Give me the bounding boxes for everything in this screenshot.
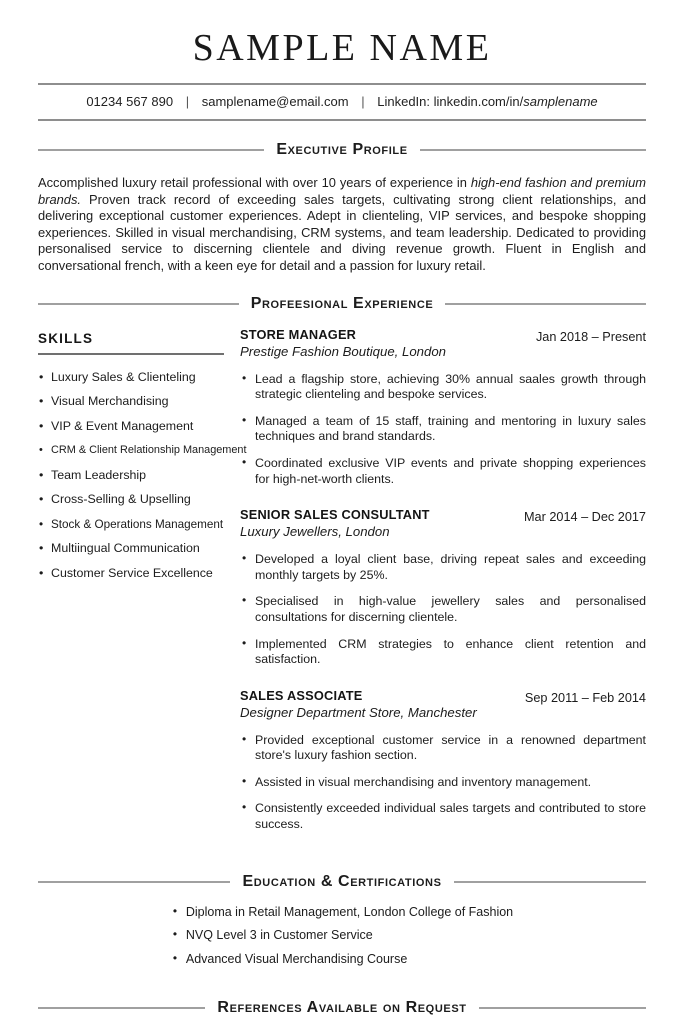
skill-item: • Cross-Selling & Upselling <box>38 493 224 506</box>
heading-rule-left <box>38 1007 205 1009</box>
profile-text: Accomplished luxury retail professional with over 10 years of experience in <box>38 175 471 190</box>
job-title-block <box>240 507 430 539</box>
job-bullet-list <box>240 733 646 833</box>
skill-item: • VIP & Event Management <box>38 420 224 433</box>
job-bullet-list <box>240 552 646 668</box>
profile-paragraph <box>38 175 646 275</box>
job-dates: Mar 2014 – Dec 2017 <box>523 510 646 525</box>
skill-item: • Luxury Sales & Clienteling <box>38 371 224 384</box>
section-title: References Available on Request <box>217 999 467 1017</box>
section-heading-education <box>38 873 646 891</box>
job-store-manager <box>240 327 646 488</box>
skill-item: • CRM & Client Relationship Management <box>38 444 224 457</box>
bullet-item: • Provided exceptional customer service in a renowned department store's luxury fashion section. <box>240 733 646 764</box>
section-title: Education & Certifications <box>242 872 442 890</box>
section-heading-references <box>38 999 646 1017</box>
section-heading-executive-profile <box>38 141 646 159</box>
linkedin-username: samplename <box>523 94 598 109</box>
bullet-item: • Consistently exceeded individual sales targets and contributed to store success. <box>240 801 646 832</box>
skill-item: • Stock & Operations Management <box>38 518 224 531</box>
profile-text: Proven track record of exceeding sales targets, cultivating strong client relationships, and delivering exceptional customer experiences. Adept in clienteling, VIP services, and bespoke shopping experiences. Skilled in visual merchandising, CRM systems, and team leadership. Dedicated to providing personalised service to discerning clientele and diving revenue growth. Fluent in English and conversational french, with a keen eye for detail and a passion for luxury retail. <box>38 191 646 273</box>
linkedin-url: linkedin.com/in/ <box>433 94 524 109</box>
bullet-item: • Lead a flagship store, achieving 30% annual saales growth through strategic clienteling and bespoke services. <box>240 372 646 403</box>
job-company: Prestige Fashion Boutique, London <box>240 343 447 359</box>
contact-bar <box>38 83 646 121</box>
job-title-block <box>240 688 477 720</box>
skill-item: • Multiingual Communication <box>38 542 224 555</box>
skill-item: • Team Leadership <box>38 469 224 482</box>
bullet-item: • Coordinated exclusive VIP events and private shopping experiences for high-net-worth clients. <box>240 456 646 487</box>
education-item: • NVQ Level 3 in Customer Service <box>171 928 513 942</box>
bullet-item: • Assisted in visual merchandising and inventory management. <box>240 775 646 791</box>
job-title: SALES ASSOCIATE <box>240 687 363 703</box>
skills-column <box>38 327 247 853</box>
job-title-block <box>240 327 446 359</box>
email-address: samplename@email.com <box>201 94 349 109</box>
job-title: SENIOR SALES CONSULTANT <box>240 507 430 523</box>
skills-heading: SKILLS <box>38 331 224 355</box>
skills-list <box>38 369 247 580</box>
bullet-item: • Specialised in high-value jewellery sales and personalised consultations for discerning clientele. <box>240 594 646 625</box>
contact-separator: | <box>361 94 365 109</box>
heading-rule-right <box>420 149 646 151</box>
job-title: STORE MANAGER <box>240 326 357 342</box>
profile-text-italic: high-end fashion and premium brands. <box>38 175 646 207</box>
heading-rule-left <box>38 149 264 151</box>
job-dates: Sep 2011 – Feb 2014 <box>524 690 646 705</box>
education-block <box>38 905 646 976</box>
jobs-column <box>240 327 646 853</box>
skill-item: • Visual Merchandising <box>38 395 224 408</box>
phone-number: 01234 567 890 <box>86 94 174 109</box>
heading-rule-right <box>454 881 646 883</box>
job-senior-sales-consultant <box>240 507 646 668</box>
section-heading-experience <box>38 295 646 313</box>
job-dates: Jan 2018 – Present <box>535 329 646 344</box>
section-title: Profeesional Experience <box>250 294 434 312</box>
education-item: • Diploma in Retail Management, London College of Fashion <box>171 905 513 919</box>
heading-rule-left <box>38 303 239 305</box>
job-header <box>240 688 646 720</box>
skill-item: • Customer Service Excellence <box>38 567 224 580</box>
bullet-item: • Implemented CRM strategies to enhance client retention and satisfaction. <box>240 637 646 668</box>
linkedin-label: LinkedIn: <box>377 94 430 109</box>
heading-rule-left <box>38 881 230 883</box>
heading-rule-right <box>479 1007 646 1009</box>
experience-columns <box>38 327 646 853</box>
education-item: • Advanced Visual Merchandising Course <box>171 952 513 966</box>
job-company: Designer Department Store, Manchester <box>240 704 477 720</box>
bullet-item: • Managed a team of 15 staff, training and mentoring in luxury sales techniques and brand standards. <box>240 414 646 445</box>
job-header <box>240 507 646 539</box>
contact-separator: | <box>185 94 190 109</box>
job-sales-associate <box>240 688 646 833</box>
bullet-item: • Developed a loyal client base, driving repeat sales and exceeding monthly targets by 25%. <box>240 552 646 583</box>
job-bullet-list <box>240 372 646 488</box>
education-list <box>171 905 513 976</box>
job-company: Luxury Jewellers, London <box>240 524 390 540</box>
candidate-name: SAMPLE NAME <box>192 27 492 69</box>
heading-rule-right <box>445 303 646 305</box>
job-header <box>240 327 646 359</box>
section-title: Executive Profile <box>276 141 408 158</box>
